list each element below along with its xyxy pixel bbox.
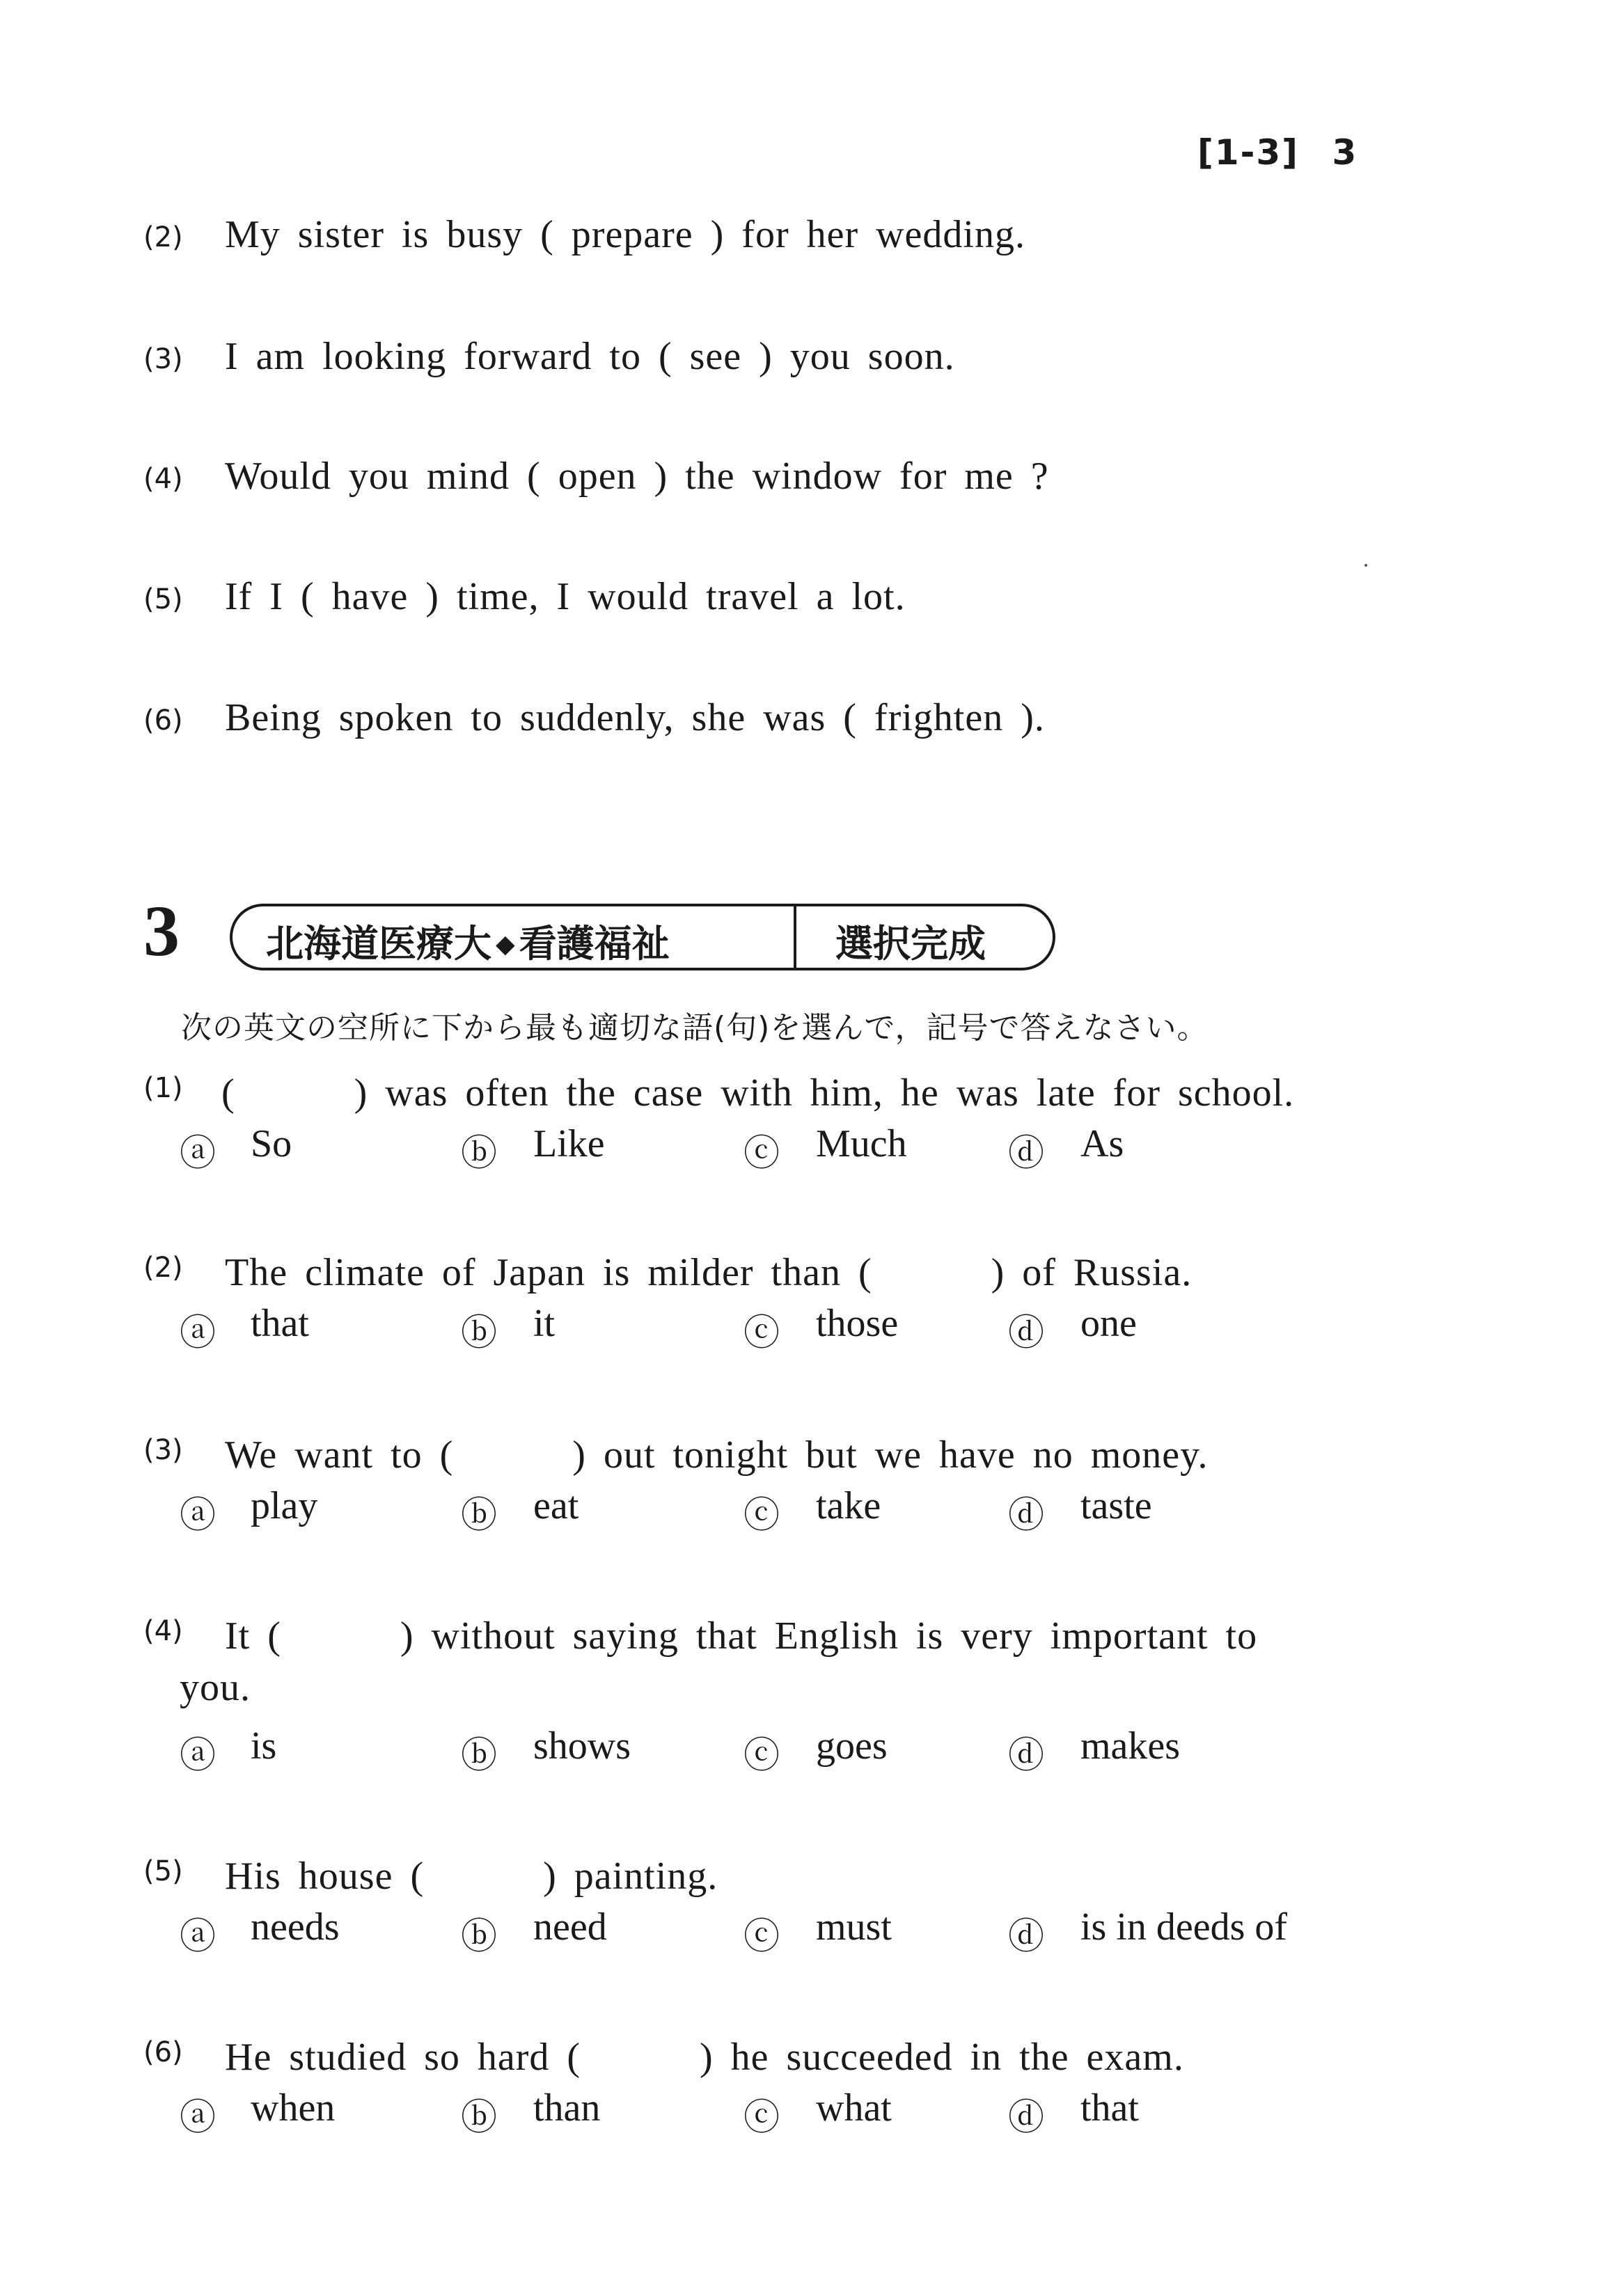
page-header [1197,132,1358,173]
question-number: (5) [143,1855,183,1887]
option-mark-d: ⓓ [1008,1917,1045,1957]
section-number: 3 [143,891,180,971]
question-number: (2) [143,1252,183,1284]
item-number: (6) [143,705,183,737]
option-mark-b: ⓑ [461,1314,498,1353]
option-a: that [251,1302,309,1345]
option-d: makes [1080,1724,1181,1768]
question-text: The climate of Japan is milder than ( ) of Russia. [225,1251,1193,1294]
option-mark-c: ⓒ [743,1736,780,1776]
option-mark-c: ⓒ [743,1496,780,1536]
item-sentence: My sister is busy ( prepare ) for her wedding. [225,213,1025,256]
item-number: (3) [143,343,183,375]
option-a: when [251,2086,336,2130]
school-name: 北海道医療大 [266,922,491,966]
option-d: that [1080,2086,1139,2130]
section-instruction: 次の英文の空所に下から最も適切な語(句)を選んで，記号で答えなさい。 [181,1010,1209,1046]
question-text: It ( ) without saying that English is very important to [225,1614,1258,1658]
option-d: taste [1080,1484,1152,1527]
option-a: So [251,1122,292,1165]
page-number: 3 [1332,132,1358,173]
item-sentence: Would you mind ( open ) the window for me ? [225,455,1049,498]
section-type: 選択完成 [835,922,986,966]
option-b: need [533,1905,607,1949]
option-mark-c: ⓒ [743,1314,780,1353]
option-mark-d: ⓓ [1008,1134,1045,1174]
item-number: (5) [143,583,183,615]
option-c: what [816,2086,892,2130]
option-mark-d: ⓓ [1008,1736,1045,1776]
question-number: (6) [143,2036,183,2068]
option-mark-a: ⓐ [180,2098,217,2138]
question-text: His house ( ) painting. [225,1855,718,1898]
item-number: (2) [143,221,183,253]
option-c: goes [816,1724,888,1768]
option-d: is in deeds of [1080,1905,1288,1949]
question-number: (3) [143,1434,183,1466]
header-divider [794,904,796,970]
option-mark-b: ⓑ [461,2098,498,2138]
option-mark-a: ⓐ [180,1496,217,1536]
option-mark-d: ⓓ [1008,2098,1045,2138]
option-b: Like [533,1122,605,1165]
option-mark-d: ⓓ [1008,1496,1045,1536]
option-mark-b: ⓑ [461,1736,498,1776]
option-mark-a: ⓐ [180,1134,217,1174]
option-mark-b: ⓑ [461,1496,498,1536]
option-mark-a: ⓐ [180,1314,217,1353]
stray-dot [1364,564,1367,567]
option-mark-c: ⓒ [743,1134,780,1174]
option-c: those [816,1302,899,1345]
option-mark-b: ⓑ [461,1134,498,1174]
option-a: play [251,1484,318,1527]
option-mark-c: ⓒ [743,2098,780,2138]
question-number: (4) [143,1615,183,1647]
option-b: than [533,2086,601,2130]
question-text: ( ) was often the case with him, he was late for school. [221,1071,1295,1115]
section-school [266,914,670,968]
item-sentence: I am looking forward to ( see ) you soon. [225,335,955,378]
option-c: Much [816,1122,907,1165]
option-mark-a: ⓐ [180,1917,217,1957]
option-c: must [816,1905,892,1949]
section-range: [1-3] [1197,132,1300,173]
question-text: He studied so hard ( ) he succeeded in the exam. [225,2036,1184,2079]
option-a: needs [251,1905,340,1949]
option-mark-d: ⓓ [1008,1314,1045,1353]
option-mark-c: ⓒ [743,1917,780,1957]
option-a: is [251,1724,277,1768]
question-number: (1) [143,1072,183,1104]
bullet-icon: ◆ [496,930,515,959]
question-text: We want to ( ) out tonight but we have no money. [225,1433,1209,1477]
option-b: eat [533,1484,579,1527]
question-text-continued: you. [180,1666,251,1709]
option-mark-b: ⓑ [461,1917,498,1957]
item-number: (4) [143,463,183,495]
option-c: take [816,1484,881,1527]
option-b: it [533,1302,556,1345]
item-sentence: Being spoken to suddenly, she was ( frighten ). [225,696,1045,739]
option-d: one [1080,1302,1137,1345]
option-d: As [1080,1122,1124,1165]
item-sentence: If I ( have ) time, I would travel a lot. [225,575,906,618]
option-b: shows [533,1724,631,1768]
option-mark-a: ⓐ [180,1736,217,1776]
department-name: 看護福祉 [519,922,670,966]
